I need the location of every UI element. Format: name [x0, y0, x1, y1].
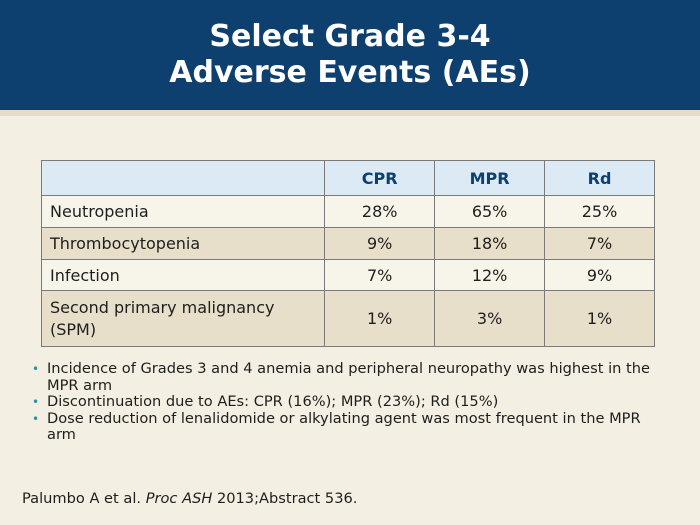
bullet-text: Discontinuation due to AEs: CPR (16%); MPR (23%); Rd (15%) [47, 393, 499, 410]
cell-value: 7% [325, 260, 435, 291]
cell-value: 7% [545, 228, 655, 260]
table-row [42, 291, 655, 347]
slide-title-line-1: Select Grade 3-4 [209, 19, 491, 54]
cell-value: 9% [325, 228, 435, 260]
slide-title-line-2: Adverse Events (AEs) [169, 55, 531, 90]
cell-value: 1% [325, 291, 435, 347]
cell-value: 1% [545, 291, 655, 347]
table-row [42, 228, 655, 260]
citation-details: 2013;Abstract 536. [216, 490, 358, 507]
row-label: Second primary malignancy (SPM) [42, 291, 325, 347]
header-cell-empty [42, 161, 325, 196]
citation-authors: Palumbo A et al. [22, 490, 142, 507]
bullet-dot-icon: • [32, 411, 40, 426]
bullet-text: Incidence of Grades 3 and 4 anemia and peripheral neuropathy was highest in the MPR arm [47, 360, 651, 394]
list-item [30, 361, 670, 394]
citation-journal: Proc ASH [145, 490, 213, 507]
citation [22, 490, 357, 507]
cell-value: 25% [545, 196, 655, 228]
row-label: Infection [42, 260, 325, 291]
cell-value: 3% [435, 291, 545, 347]
cell-value: 12% [435, 260, 545, 291]
list-item [30, 411, 670, 444]
bullet-dot-icon: • [32, 362, 40, 376]
header-cell-cpr: CPR [325, 161, 435, 196]
cell-value: 18% [435, 228, 545, 260]
header-cell-rd: Rd [545, 161, 655, 196]
adverse-events-table [41, 160, 655, 347]
header-cell-mpr: MPR [435, 161, 545, 196]
findings-list [30, 361, 670, 444]
bullet-dot-icon: • [32, 395, 40, 409]
cell-value: 65% [435, 196, 545, 228]
cell-value: 9% [545, 260, 655, 291]
row-label: Thrombocytopenia [42, 228, 325, 260]
table-row [42, 260, 655, 291]
table-header-row [42, 161, 655, 196]
cell-value: 28% [325, 196, 435, 228]
header-divider [0, 110, 700, 116]
bullet-text: Dose reduction of lenalidomide or alkylating agent was most frequent in the MPR arm [47, 409, 641, 443]
row-label: Neutropenia [42, 196, 325, 228]
table-row [42, 196, 655, 228]
list-item [30, 394, 670, 411]
title-banner [0, 0, 700, 110]
